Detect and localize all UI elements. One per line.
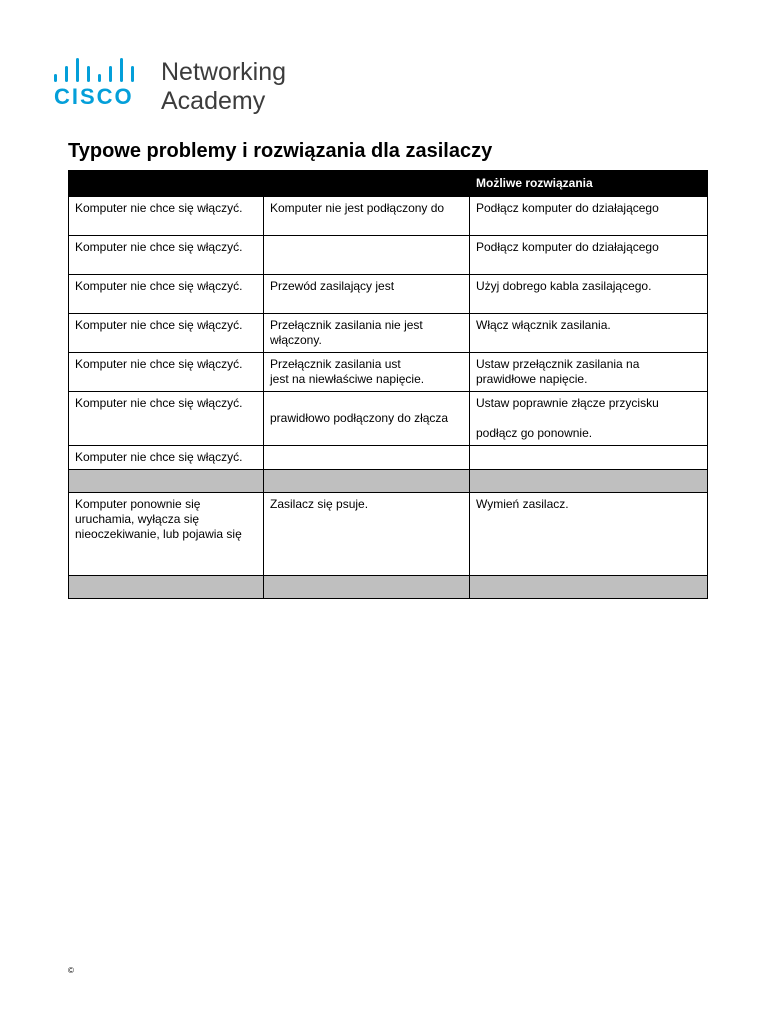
cell-text: Ustaw poprawnie złącze przycisku podłącz go ponownie. [476, 396, 659, 440]
cell-text: Komputer nie chce się włączyć. [75, 240, 243, 254]
cell-text: Komputer nie jest podłączony do [270, 201, 445, 215]
table-cell [264, 470, 470, 493]
table-row [69, 236, 708, 275]
cell-text: Podłącz komputer do działającego [476, 240, 659, 254]
cell-text: Komputer nie chce się włączyć. [75, 450, 243, 464]
header-cell-cause [264, 171, 470, 197]
table-cell [264, 353, 470, 392]
cisco-wordmark: CISCO [54, 84, 134, 109]
troubleshooting-table [68, 170, 708, 599]
cell-text: Wymień zasilacz. [476, 497, 569, 511]
cell-text: Ustaw przełącznik zasilania na prawidłowe napięcie. [476, 357, 640, 386]
table-row [69, 446, 708, 470]
cell-text: Podłącz komputer do działającego [476, 201, 659, 215]
academy-name-line2: Academy [161, 87, 266, 115]
table-cell [69, 493, 264, 576]
table-cell [470, 275, 708, 314]
table-cell [470, 493, 708, 576]
table-cell [470, 314, 708, 353]
table-header-row [69, 171, 708, 197]
table-cell [69, 392, 264, 446]
table-cell [470, 197, 708, 236]
cell-text: prawidłowo podłączony do złącza [270, 411, 449, 425]
table-cell [69, 197, 264, 236]
cell-text: Komputer nie chce się włączyć. [75, 396, 243, 410]
table-cell [264, 236, 470, 275]
cisco-networking-academy-logo [54, 58, 314, 118]
table-row [69, 197, 708, 236]
cell-text: Komputer nie chce się włączyć. [75, 318, 243, 332]
cell-text: Zasilacz się psuje. [270, 497, 369, 511]
cell-text: Użyj dobrego kabla zasilającego. [476, 279, 652, 293]
table-row [69, 275, 708, 314]
cell-text: Komputer nie chce się włączyć. [75, 279, 243, 293]
table-cell [69, 236, 264, 275]
academy-name-line1: Networking [161, 58, 287, 86]
table-cell [264, 392, 470, 446]
cell-text: Przewód zasilający jest [270, 279, 395, 293]
table-row [69, 493, 708, 576]
table-cell [470, 392, 708, 446]
table-cell [69, 353, 264, 392]
table-cell [264, 493, 470, 576]
page-title: Typowe problemy i rozwiązania dla zasilaczy [68, 140, 493, 162]
table-cell [264, 446, 470, 470]
copyright-mark: © [68, 966, 74, 975]
table-cell [69, 470, 264, 493]
table-cell [470, 576, 708, 599]
header-cell-problem [69, 171, 264, 197]
cell-text: Włącz włącznik zasilania. [476, 318, 611, 332]
table-cell [69, 275, 264, 314]
cell-text: Przełącznik zasilania nie jest włączony. [270, 318, 423, 347]
cell-text: Komputer nie chce się włączyć. [75, 201, 243, 215]
table-cell [264, 576, 470, 599]
cell-text: Komputer nie chce się włączyć. [75, 357, 243, 371]
academy-name [161, 58, 286, 116]
table-cell [470, 236, 708, 275]
table-row [69, 392, 708, 446]
table-row-shaded [69, 470, 708, 493]
table-cell [470, 353, 708, 392]
cell-text: Komputer ponownie się uruchamia, wyłącza się nieoczekiwanie, lub pojawia się [75, 497, 242, 541]
table-cell [470, 446, 708, 470]
table-cell [69, 314, 264, 353]
cell-text: Przełącznik zasilania ust jest na niewłaściwe napięcie. [270, 357, 425, 386]
table-cell [69, 446, 264, 470]
table-row-shaded [69, 576, 708, 599]
header-cell-solutions: Możliwe rozwiązania [470, 171, 708, 197]
cisco-bars-icon [54, 58, 138, 82]
table-cell [264, 314, 470, 353]
table-row [69, 353, 708, 392]
table-cell [264, 275, 470, 314]
table-row [69, 314, 708, 353]
table-cell [264, 197, 470, 236]
table-cell [69, 576, 264, 599]
table-cell [470, 470, 708, 493]
